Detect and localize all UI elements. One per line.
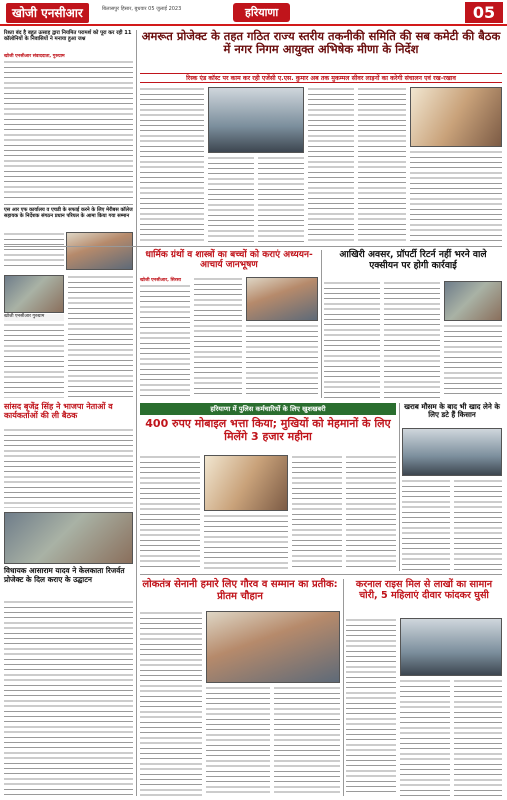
main-side-photo — [410, 87, 502, 147]
column-separator-left — [136, 30, 137, 796]
left-person-photo — [4, 275, 64, 313]
column-separator-bottom — [343, 579, 344, 796]
column-separator-right — [399, 403, 400, 571]
dmc-body — [4, 600, 133, 796]
mobile-headline: 400 रुपए मोबाइल भत्ता किया; मुखियों को मेहमानों के लिए मिलेंगे 3 हजार महीना — [145, 417, 391, 443]
property-body-col3 — [444, 324, 502, 398]
dharmik-photo — [246, 277, 318, 321]
dharmik-body-col2 — [194, 277, 242, 398]
dharmik-body-col1 — [140, 284, 190, 398]
lokantra-body-col2 — [206, 686, 270, 796]
main-body-col4 — [308, 87, 354, 243]
mobile-body-col4 — [346, 455, 396, 570]
mp-body — [4, 428, 133, 508]
dmc-headline: विधायक आसाराम यादव ने केलकाता रिजर्वत प्रोजेक्ट के दिल कराए के उद्घाटन — [4, 566, 125, 584]
mobile-photo — [204, 455, 288, 511]
main-body-col2 — [208, 156, 254, 243]
main-meeting-photo — [208, 87, 304, 153]
section-tag: हरियाणा — [233, 3, 290, 22]
left-lower-photo — [4, 512, 133, 564]
weather-body-col2 — [454, 479, 502, 570]
lokantra-body-col3 — [274, 686, 340, 796]
theft-body-col3 — [454, 679, 502, 796]
theft-body-col1 — [346, 618, 396, 796]
page-number: 05 — [465, 2, 503, 23]
theft-photo — [400, 618, 502, 676]
main-body-col1 — [140, 87, 204, 243]
left-bottom-body-a — [4, 323, 64, 398]
main-body-col3 — [258, 156, 304, 243]
theft-body-col2 — [400, 679, 450, 796]
weather-body-col1 — [402, 479, 450, 570]
left-top-body — [4, 60, 133, 200]
left-mid-photo — [66, 232, 133, 270]
dateline: बिलासपुर हिसार, बुधवार 05 जुलाई 2023 — [102, 6, 182, 12]
main-subhead: रिस्क एंड कॉस्ट पर काम कर रही एजेंसी ए.एस. कुमार अब तक मुकम्मल सीवर लाइनों का करेगी संचालन एवं रख-रखाव — [140, 73, 502, 83]
masthead — [0, 0, 507, 26]
property-photo — [444, 281, 502, 321]
lower-divider — [140, 574, 502, 575]
main-body-col6 — [410, 150, 502, 243]
police-banner: हरियाणा में पुलिस कर्मचारियों के लिए खुशखबरी — [140, 403, 396, 415]
left-mid-kicker: एस आर एफ कार्यालय व एचडी के सफाई करने के लिए मेरीबस कॉलेज सहायक के निर्देशक संगठन प्रधान परियल के आमा किया गया सम्मान — [4, 204, 133, 230]
property-headline: आखिरी अवसर, प्रॉपर्टी रिटर्न नहीं भरने वाले एक्सीयन पर होगी कार्रवाई — [339, 249, 487, 271]
weather-photo — [402, 428, 502, 476]
section-divider — [4, 246, 502, 247]
left-mid-body — [4, 232, 64, 270]
theft-headline: करनाल राइस मिल से लाखों का सामान चोरी, 5 महिलाएं दीवार फांदकर घुसी — [355, 579, 493, 602]
main-headline: अमरूत प्रोजेक्ट के तहत गठित राज्य स्तरीय तकनीकी समिति की सब कमेटी की बैठक में नगर निगम आयुक्त अभिषेक मीणा के निर्देश — [141, 29, 501, 57]
left-top-byline: खोजी एनसीआर संवाददाता, गुरुग्राम — [4, 54, 65, 59]
column-separator-mid — [321, 250, 322, 398]
lokantra-photo — [206, 611, 340, 683]
weather-headline: खराब मौसम के बाद भी खाद लेने के लिए डटे हैं किसान — [404, 402, 500, 420]
left-top-kicker: रिश्ता बंद है बहुत उत्साह द्वारा नियमित परामर्श को पूरा कर रही 11 कॉलोनियों के निवासियों ने मनाया हुआ जश्न — [4, 30, 132, 43]
mp-headline: सांसद बृजेंद्र सिंह ने भाजपा नेताओं व कार्यकर्ताओं की ली बैठक — [4, 402, 113, 421]
dharmik-body-col3 — [246, 324, 318, 398]
dharmik-headline: धार्मिक ग्रंथों व शास्त्रों का बच्चों को कराएं अध्ययन-आचार्य जानभूषण — [145, 250, 313, 271]
lokantra-headline: लोकतंत्र सेनानी हमारे लिए गौरव व सम्मान का प्रतीक: प्रीतम चौहान — [142, 579, 338, 602]
lokantra-body-col1 — [140, 611, 202, 796]
main-body-col5 — [358, 87, 406, 243]
newspaper-logo: खोजी एनसीआर — [6, 3, 89, 23]
mobile-body-col3 — [292, 455, 342, 570]
property-body-col1 — [324, 281, 380, 398]
left-bottom-body-b — [68, 275, 133, 398]
left-photo-caption: खोजी एनसीआर गुरुग्राम — [4, 314, 64, 321]
property-body-col2 — [384, 281, 440, 398]
mobile-body-col1 — [140, 455, 200, 570]
dharmik-kicker: खोजी एनसीआर, सिरसा — [140, 278, 181, 283]
mobile-body-col2 — [204, 514, 288, 570]
